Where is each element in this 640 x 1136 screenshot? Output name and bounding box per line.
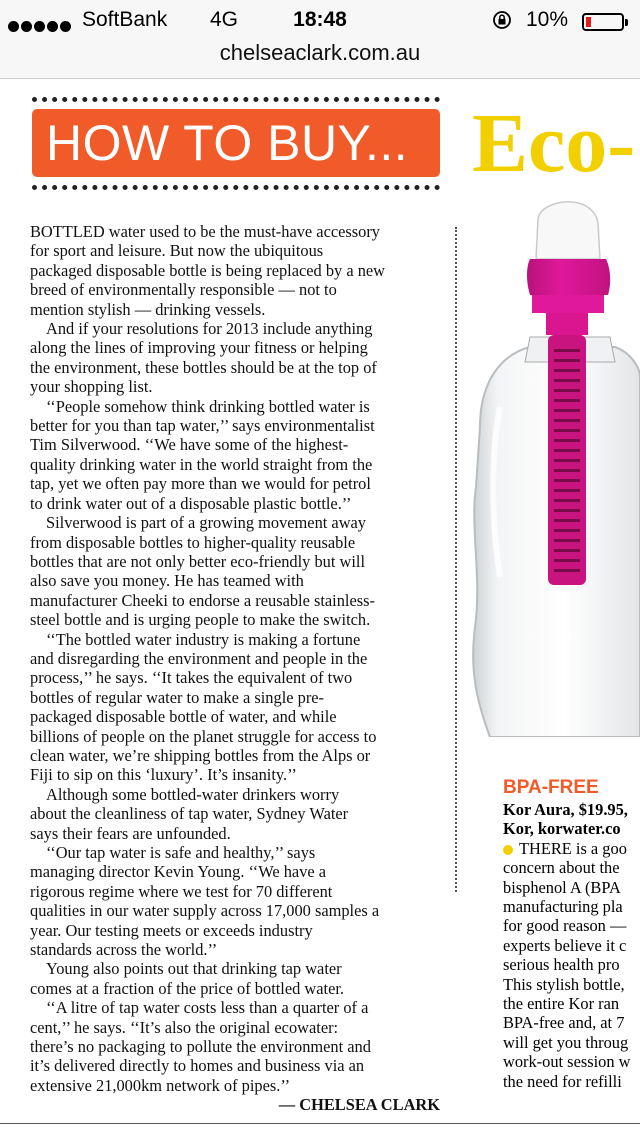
clock: 18:48 (293, 8, 347, 31)
text-line: says their fears are unfounded. (30, 823, 231, 843)
sidebar-text: work-out session w (503, 1052, 631, 1072)
dotted-divider-top (32, 97, 440, 102)
sidebar-text: the need for refilli (503, 1071, 622, 1091)
product-sidebar (503, 776, 640, 1106)
headline-fragment: Eco- (472, 97, 636, 190)
text-line: rigorous regime where we test for 70 different (30, 881, 333, 901)
article-paragraph (30, 397, 440, 513)
text-line: BOTTLED water used to be the must-have accessory (30, 222, 381, 241)
text-line: packaged disposable bottle of water, and while (30, 707, 337, 727)
article-paragraph (30, 222, 440, 319)
sidebar-heading: BPA-FREE (503, 777, 599, 798)
status-bar (0, 0, 640, 79)
text-line: extensive 21,000km network of pipes.’’ (30, 1075, 291, 1095)
sidebar-product-line: Kor Aura, $19.95, (503, 800, 628, 819)
text-line: it’s delivered directly to homes and business via an (30, 1056, 365, 1076)
text-line: for sport and leisure. But now the ubiquitous (30, 241, 324, 261)
text-line: ‘‘A litre of tap water costs less than a quarter of a (46, 998, 369, 1018)
water-bottle-image (470, 197, 640, 737)
network-type: 4G (210, 8, 239, 31)
column-divider (455, 227, 457, 892)
text-line: cent,’’ he says. ‘‘It’s also the original ecowater: (30, 1017, 339, 1037)
text-line: from disposable bottles to higher-quality reusable (30, 532, 356, 552)
battery-percent: 10% (526, 8, 569, 31)
sidebar-text: the entire Kor ran (503, 994, 620, 1014)
sidebar-text: THERE is a goo (519, 838, 627, 858)
sidebar-body (503, 839, 640, 1091)
sidebar-text-line (503, 897, 640, 916)
text-line: quality drinking water in the world straight from the (30, 454, 373, 474)
text-line: And if your resolutions for 2013 include anything (46, 319, 373, 339)
article-body (30, 222, 440, 1115)
text-line: steel bottle and is urging people to make the switch. (30, 610, 371, 630)
text-line: manufacturer Cheeki to endorse a reusable stainless- (30, 590, 375, 610)
text-line: qualities in our water supply across 17,000 samples a (30, 901, 380, 921)
bottom-rule (0, 1123, 640, 1124)
text-line: comes at a fraction of the price of bottled water. (30, 978, 345, 998)
article-paragraph (30, 843, 440, 959)
text-line: bottles of regular water to make a single pre- (30, 687, 325, 707)
sidebar-text-line (503, 936, 640, 955)
sidebar-text-line (503, 839, 640, 858)
dotted-divider-bottom (32, 185, 440, 190)
sidebar-text: bisphenol A (BPA (503, 877, 621, 897)
text-line: Young also points out that drinking tap water (46, 959, 342, 979)
text-line: about the cleanliness of tap water, Sydney Water (30, 804, 349, 824)
text-line: breed of environmentally responsible — not to (30, 280, 337, 300)
sidebar-text-line (503, 955, 640, 974)
text-line: year. Our testing meets or exceeds industry (30, 920, 313, 940)
sidebar-text: will get you throug (503, 1032, 629, 1052)
text-line: better for you than tap water,’’ says environmentalist (30, 416, 375, 436)
text-line: ‘‘People somehow think drinking bottled water is (46, 396, 370, 416)
text-line: Although some bottled-water drinkers worry (46, 784, 340, 804)
text-line: Silverwood is part of a growing movement away (46, 513, 367, 533)
text-line: standards across the world.’’ (30, 940, 218, 960)
sidebar-text: manufacturing pla (503, 897, 623, 917)
sidebar-text: experts believe it c (503, 935, 627, 955)
orientation-lock-icon (492, 10, 512, 30)
article-page[interactable] (0, 79, 640, 1136)
text-line: to drink water out of a disposable plastic bottle.’’ (30, 493, 352, 513)
article-paragraph (30, 998, 440, 1095)
byline: — CHELSEA CLARK (278, 1095, 440, 1115)
sidebar-text-line (503, 1072, 640, 1091)
text-line: Fiji to sip on this ‘luxury’. It’s insanity.’’ (30, 765, 297, 785)
text-line: ‘‘Our tap water is safe and healthy,’’ says (46, 843, 316, 862)
text-line: process,’’ he says. ‘‘It takes the equivalent of two (30, 668, 353, 688)
text-line: also save you money. He has teamed with (30, 571, 304, 591)
sidebar-text-line (503, 994, 640, 1013)
sidebar-text-line (503, 1033, 640, 1052)
sidebar-text: This stylish bottle, (503, 974, 625, 994)
carrier-name: SoftBank (82, 8, 168, 31)
sidebar-text-line (503, 878, 640, 897)
text-line: the environment, these bottles should be at the top of (30, 357, 377, 377)
sidebar-text: for good reason — (503, 916, 627, 936)
sidebar-text-line (503, 1013, 640, 1032)
bullet-icon (503, 845, 513, 855)
sidebar-text: BPA-free and, at 7 (503, 1013, 625, 1033)
text-line: clean water, we’re shipping bottles from the Alps or (30, 745, 371, 765)
text-line: and disregarding the environment and people in the (30, 648, 368, 668)
sidebar-text-line (503, 916, 640, 935)
sidebar-text-line (503, 858, 640, 877)
article-paragraph (30, 630, 440, 785)
article-paragraph (30, 513, 440, 629)
text-line: tap, yet we often pay more than we would for petrol (30, 474, 371, 494)
text-line: along the lines of improving your fitness or helping (30, 338, 368, 358)
article-paragraph (30, 785, 440, 843)
sidebar-text-line (503, 975, 640, 994)
text-line: Tim Silverwood. ‘‘We have some of the highest- (30, 435, 349, 455)
text-line: packaged disposable bottle is being replaced by a new (30, 260, 386, 280)
text-line: mention stylish — drinking vessels. (30, 299, 266, 319)
article-paragraph (30, 319, 440, 397)
sidebar-product-line: Kor, korwater.co (503, 819, 621, 839)
sidebar-text: concern about the (503, 858, 620, 878)
text-line: ‘‘The bottled water industry is making a fortune (46, 629, 361, 649)
text-line: managing director Kevin Young. ‘‘We have a (30, 862, 327, 882)
text-line: your shopping list. (30, 377, 153, 397)
text-line: there’s no packaging to pollute the environment and (30, 1037, 371, 1057)
battery-icon (582, 13, 624, 31)
section-banner: HOW TO BUY... (32, 109, 440, 177)
article-paragraph (30, 959, 440, 998)
sidebar-text: serious health pro (503, 955, 620, 975)
text-line: bottles that are not only better eco-friendly but will (30, 551, 365, 571)
text-line: billions of people on the planet struggle for access to (30, 726, 377, 746)
sidebar-text-line (503, 1052, 640, 1071)
address-bar-url[interactable]: chelseaclark.com.au (219, 40, 421, 65)
